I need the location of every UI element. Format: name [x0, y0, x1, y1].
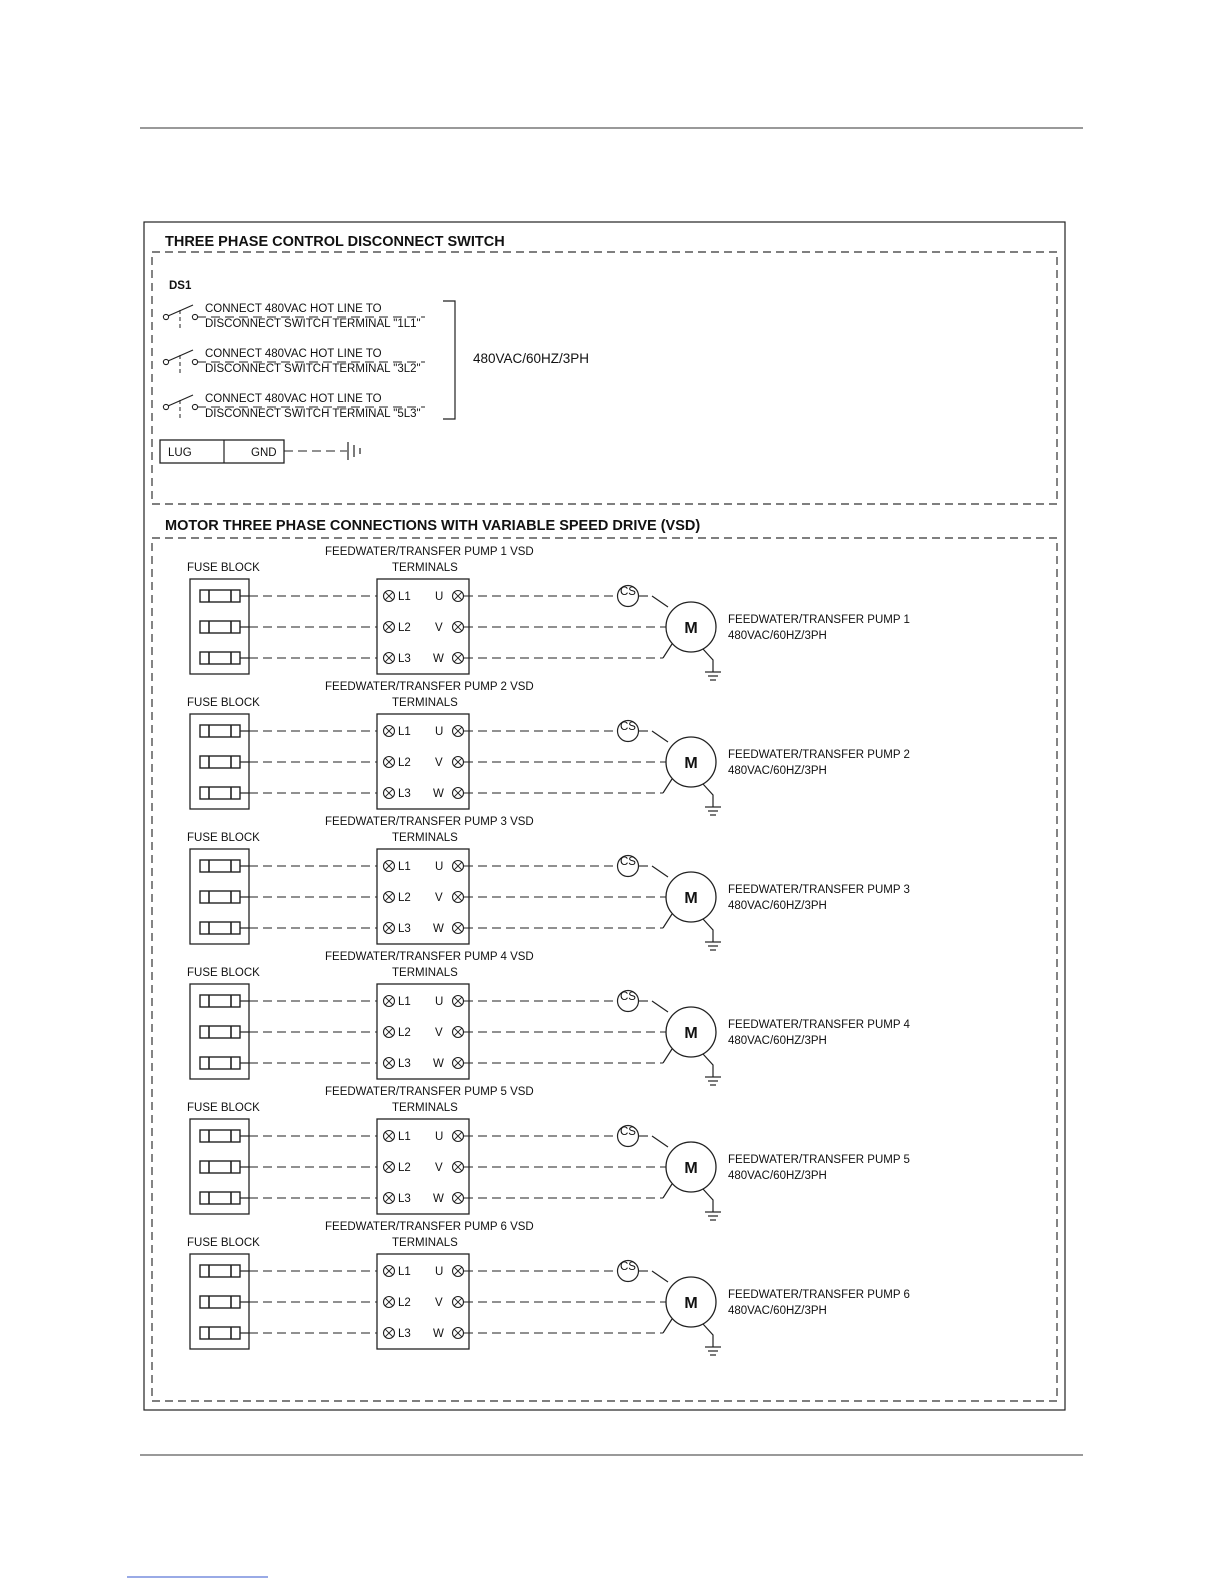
vsd-terminals-label: TERMINALS: [392, 1237, 458, 1249]
terminal-label-out: U: [435, 726, 444, 738]
svg-text:M: M: [684, 890, 698, 907]
w-motor-lead: [663, 779, 672, 793]
motor-rating: 480VAC/60HZ/3PH: [728, 900, 827, 912]
ds1-label: DS1: [169, 280, 192, 292]
fuse-block-label: FUSE BLOCK: [187, 697, 260, 709]
svg-text:CS: CS: [620, 1126, 636, 1138]
terminal-l2-icon: [384, 1297, 395, 1308]
earth-ground-icon: [348, 442, 360, 460]
section2-border: [152, 538, 1057, 1401]
vsd-terminals-label: TERMINALS: [392, 697, 458, 709]
terminal-w-icon: [453, 923, 464, 934]
terminal-label-out: U: [435, 1131, 444, 1143]
section1-border: [152, 252, 1057, 504]
terminal-label-in: L1: [398, 726, 411, 738]
motor-icon: [666, 1142, 716, 1192]
ground-icon: [703, 1054, 721, 1085]
terminal-l1-icon: [384, 1131, 395, 1142]
terminal-label-in: L2: [398, 622, 411, 634]
terminal-l1-icon: [384, 996, 395, 1007]
terminal-label-out: W: [433, 1193, 444, 1205]
terminal-l3-icon: [384, 1328, 395, 1339]
terminal-label-in: L3: [398, 788, 411, 800]
terminal-label-in: L2: [398, 1027, 411, 1039]
terminal-label-in: L3: [398, 1193, 411, 1205]
switch-line-text-2: DISCONNECT SWITCH TERMINAL "5L3": [205, 408, 421, 420]
vsd-terminals-label: TERMINALS: [392, 832, 458, 844]
section1-title: THREE PHASE CONTROL DISCONNECT SWITCH: [165, 234, 505, 250]
vsd-title: FEEDWATER/TRANSFER PUMP 1 VSD: [325, 546, 534, 558]
motor-rating: 480VAC/60HZ/3PH: [728, 765, 827, 777]
fuse-block-label: FUSE BLOCK: [187, 1102, 260, 1114]
u-motor-lead: [652, 596, 668, 607]
pump-circuit-2: [187, 681, 910, 815]
vsd-terminals-label: TERMINALS: [392, 1102, 458, 1114]
terminal-w-icon: [453, 653, 464, 664]
switch-line-text-1: CONNECT 480VAC HOT LINE TO: [205, 303, 382, 315]
gnd-label: GND: [251, 447, 277, 459]
pump-circuits: [187, 546, 910, 1355]
svg-text:M: M: [684, 1025, 698, 1042]
ground-icon: [703, 649, 721, 680]
motor-name: FEEDWATER/TRANSFER PUMP 4: [728, 1019, 910, 1031]
terminal-v-icon: [453, 1162, 464, 1173]
w-motor-lead: [663, 644, 672, 658]
terminal-label-out: W: [433, 653, 444, 665]
terminal-l1-icon: [384, 591, 395, 602]
terminal-label-out: U: [435, 591, 444, 603]
terminal-label-in: L3: [398, 1058, 411, 1070]
supply-rating: 480VAC/60HZ/3PH: [473, 351, 590, 366]
terminal-label-out: U: [435, 996, 444, 1008]
current-sensor-icon: [618, 586, 639, 607]
w-motor-lead: [663, 1049, 672, 1063]
switch-contact-icon: [163, 395, 197, 421]
motor-icon: [666, 737, 716, 787]
svg-text:M: M: [684, 1295, 698, 1312]
terminal-u-icon: [453, 861, 464, 872]
terminal-l1-icon: [384, 861, 395, 872]
svg-text:CS: CS: [620, 721, 636, 733]
switch-line-text-2: DISCONNECT SWITCH TERMINAL "3L2": [205, 363, 421, 375]
u-motor-lead: [652, 1136, 668, 1147]
vsd-title: FEEDWATER/TRANSFER PUMP 6 VSD: [325, 1221, 534, 1233]
svg-text:CS: CS: [620, 1261, 636, 1273]
terminal-label-out: V: [435, 1297, 443, 1309]
terminal-label-in: L2: [398, 1297, 411, 1309]
terminal-label-in: L1: [398, 1131, 411, 1143]
fuse-block-label: FUSE BLOCK: [187, 562, 260, 574]
vsd-terminals-label: TERMINALS: [392, 562, 458, 574]
fuse-block-label: FUSE BLOCK: [187, 1237, 260, 1249]
switch-contact-icon: [163, 350, 197, 376]
terminal-v-icon: [453, 1297, 464, 1308]
switch-line-1: [163, 303, 425, 331]
terminal-label-out: V: [435, 1027, 443, 1039]
current-sensor-icon: [618, 721, 639, 742]
motor-name: FEEDWATER/TRANSFER PUMP 6: [728, 1289, 910, 1301]
motor-name: FEEDWATER/TRANSFER PUMP 2: [728, 749, 910, 761]
pump-circuit-5: [187, 1086, 910, 1220]
motor-name: FEEDWATER/TRANSFER PUMP 3: [728, 884, 910, 896]
terminal-u-icon: [453, 996, 464, 1007]
terminal-l2-icon: [384, 1027, 395, 1038]
terminal-w-icon: [453, 1058, 464, 1069]
terminal-label-out: U: [435, 1266, 444, 1278]
terminal-l1-icon: [384, 1266, 395, 1277]
terminal-label-out: W: [433, 923, 444, 935]
vsd-title: FEEDWATER/TRANSFER PUMP 3 VSD: [325, 816, 534, 828]
switch-contact-icon: [163, 305, 197, 331]
motor-rating: 480VAC/60HZ/3PH: [728, 1305, 827, 1317]
terminal-l3-icon: [384, 1058, 395, 1069]
terminal-u-icon: [453, 591, 464, 602]
terminal-label-out: V: [435, 1162, 443, 1174]
vsd-title: FEEDWATER/TRANSFER PUMP 5 VSD: [325, 1086, 534, 1098]
terminal-l3-icon: [384, 788, 395, 799]
terminal-u-icon: [453, 1131, 464, 1142]
motor-name: FEEDWATER/TRANSFER PUMP 1: [728, 614, 910, 626]
motor-icon: [666, 872, 716, 922]
section2-title: MOTOR THREE PHASE CONNECTIONS WITH VARIABLE SPEED DRIVE (VSD): [165, 518, 701, 534]
u-motor-lead: [652, 866, 668, 877]
switch-line-text-1: CONNECT 480VAC HOT LINE TO: [205, 348, 382, 360]
w-motor-lead: [663, 914, 672, 928]
terminal-v-icon: [453, 757, 464, 768]
pump-circuit-3: [187, 816, 910, 950]
terminal-l2-icon: [384, 757, 395, 768]
terminal-l3-icon: [384, 923, 395, 934]
ground-icon: [703, 1189, 721, 1220]
terminal-label-in: L1: [398, 996, 411, 1008]
switch-line-2: [163, 348, 425, 376]
terminal-label-out: V: [435, 892, 443, 904]
terminal-label-in: L2: [398, 1162, 411, 1174]
svg-text:M: M: [684, 755, 698, 772]
motor-name: FEEDWATER/TRANSFER PUMP 5: [728, 1154, 910, 1166]
motor-rating: 480VAC/60HZ/3PH: [728, 1035, 827, 1047]
terminal-l2-icon: [384, 892, 395, 903]
ground-icon: [703, 1324, 721, 1355]
motor-rating: 480VAC/60HZ/3PH: [728, 630, 827, 642]
u-motor-lead: [652, 1271, 668, 1282]
terminal-label-out: U: [435, 861, 444, 873]
w-motor-lead: [663, 1319, 672, 1333]
terminal-v-icon: [453, 892, 464, 903]
terminal-label-out: W: [433, 788, 444, 800]
terminal-label-out: V: [435, 622, 443, 634]
terminal-l3-icon: [384, 653, 395, 664]
terminal-w-icon: [453, 1328, 464, 1339]
fuse-block-label: FUSE BLOCK: [187, 832, 260, 844]
ground-icon: [703, 919, 721, 950]
switch-line-text-1: CONNECT 480VAC HOT LINE TO: [205, 393, 382, 405]
u-motor-lead: [652, 731, 668, 742]
terminal-w-icon: [453, 1193, 464, 1204]
terminal-label-in: L1: [398, 1266, 411, 1278]
motor-icon: [666, 602, 716, 652]
terminal-label-in: L2: [398, 892, 411, 904]
svg-text:CS: CS: [620, 991, 636, 1003]
terminal-label-out: V: [435, 757, 443, 769]
current-sensor-icon: [618, 1261, 639, 1282]
ground-icon: [703, 784, 721, 815]
current-sensor-icon: [618, 856, 639, 877]
terminal-label-in: L3: [398, 1328, 411, 1340]
pump-circuit-4: [187, 951, 910, 1085]
terminal-l1-icon: [384, 726, 395, 737]
motor-rating: 480VAC/60HZ/3PH: [728, 1170, 827, 1182]
motor-icon: [666, 1277, 716, 1327]
fuse-block-label: FUSE BLOCK: [187, 967, 260, 979]
supply-bracket: [443, 301, 455, 419]
svg-text:CS: CS: [620, 856, 636, 868]
motor-icon: [666, 1007, 716, 1057]
terminal-v-icon: [453, 622, 464, 633]
pump-circuit-6: [187, 1221, 910, 1355]
terminal-w-icon: [453, 788, 464, 799]
terminal-l2-icon: [384, 1162, 395, 1173]
vsd-terminals-label: TERMINALS: [392, 967, 458, 979]
terminal-l3-icon: [384, 1193, 395, 1204]
disconnect-switch-lines: [163, 303, 425, 421]
switch-line-text-2: DISCONNECT SWITCH TERMINAL "1L1": [205, 318, 421, 330]
terminal-l2-icon: [384, 622, 395, 633]
current-sensor-icon: [618, 991, 639, 1012]
vsd-title: FEEDWATER/TRANSFER PUMP 4 VSD: [325, 951, 534, 963]
pump-circuit-1: [187, 546, 910, 680]
lug-label: LUG: [168, 447, 192, 459]
terminal-u-icon: [453, 726, 464, 737]
terminal-label-out: W: [433, 1328, 444, 1340]
vsd-title: FEEDWATER/TRANSFER PUMP 2 VSD: [325, 681, 534, 693]
u-motor-lead: [652, 1001, 668, 1012]
svg-text:M: M: [684, 620, 698, 637]
terminal-label-in: L3: [398, 653, 411, 665]
terminal-label-in: L3: [398, 923, 411, 935]
terminal-label-in: L1: [398, 591, 411, 603]
terminal-label-in: L2: [398, 757, 411, 769]
svg-text:CS: CS: [620, 586, 636, 598]
terminal-v-icon: [453, 1027, 464, 1038]
w-motor-lead: [663, 1184, 672, 1198]
terminal-label-in: L1: [398, 861, 411, 873]
terminal-u-icon: [453, 1266, 464, 1277]
svg-text:M: M: [684, 1160, 698, 1177]
switch-line-3: [163, 393, 425, 421]
current-sensor-icon: [618, 1126, 639, 1147]
terminal-label-out: W: [433, 1058, 444, 1070]
